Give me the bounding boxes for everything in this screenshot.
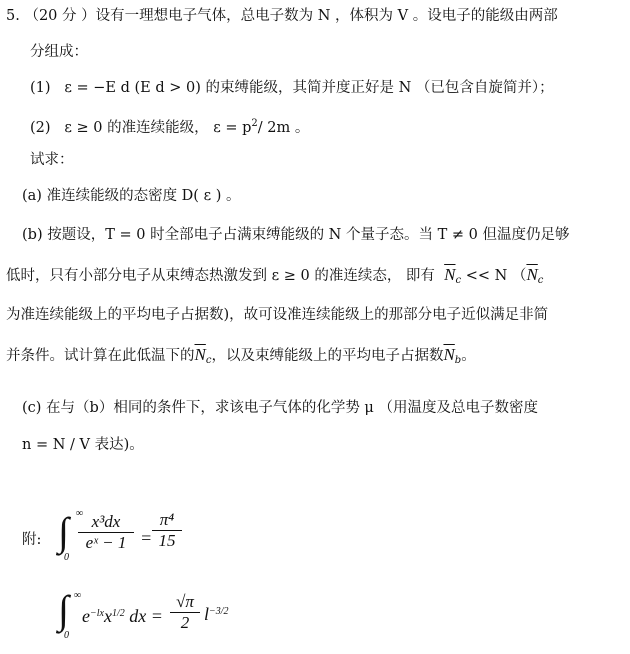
integral-2-l-exponent: −3/2	[209, 606, 229, 617]
part-a: (a) 准连续能级的态密度 D( ε ) 。	[22, 188, 241, 204]
integral-2-result	[170, 592, 200, 633]
problem-points: （20 分 ）	[24, 8, 96, 24]
level-1	[30, 78, 554, 98]
integral-2-x: x	[103, 606, 112, 626]
part-c-line1: (c) 在与（b）相同的条件下，求该电子气体的化学势 μ （用温度及总电子数密度	[22, 400, 538, 416]
integral-2-l-term	[204, 604, 229, 625]
level-2-text-a: ε ≥ 0 的准连续能级， ε = p	[64, 120, 252, 136]
integral-sign-1: ∫	[58, 509, 69, 554]
part-c-line2: n = N / V 表达)。	[22, 437, 144, 453]
integral-1-lower: 0	[64, 552, 69, 563]
tasks-title: 试求：	[30, 152, 74, 168]
integral-2-exponent: −lx	[90, 608, 104, 619]
integral-sign-2: ∫	[58, 587, 69, 632]
integral-2-result-numerator: √π	[170, 592, 200, 613]
symbol-subscript-c-2: c	[537, 275, 544, 286]
symbol-subscript-b: b	[454, 355, 462, 366]
integral-2-result-denominator: 2	[180, 613, 190, 632]
integral-1-equals: =	[140, 528, 153, 548]
part-b-relation: << N （	[465, 268, 527, 284]
level-1-label: (1)	[30, 80, 51, 96]
part-b-line2-text: 低时，只有小部分电子从束缚态热激发到 ε ≥ 0 的准连续态， 即有	[6, 268, 435, 284]
integral-2-e: e	[82, 606, 90, 626]
symbol-n-bar-c-3: $\overline{N}$	[194, 345, 206, 364]
problem-number: 5.	[6, 8, 20, 24]
level-2-label: (2)	[30, 120, 51, 136]
integral-1-denominator: eˣ − 1	[85, 533, 127, 552]
symbol-subscript-c: c	[455, 275, 462, 286]
integral-1-upper: ∞	[76, 508, 84, 519]
appendix-label: 附:	[22, 532, 42, 548]
part-b-line2	[6, 265, 543, 291]
integral-2-l: l	[204, 604, 210, 624]
problem-intro-line1: 设有一理想电子气体，总电子数为 N ，体积为 V 。设电子的能级由两部	[95, 8, 558, 24]
integral-2-x-exponent: 1/2	[111, 608, 125, 619]
integral-2-upper: ∞	[74, 590, 82, 601]
problem-intro-line2: 分组成：	[30, 44, 88, 60]
symbol-n-bar-c: $\overline{N}$	[444, 265, 456, 284]
part-b-line4-text-b: ，以及束缚能级上的平均电子占据数	[211, 348, 444, 364]
integral-1-fraction	[78, 512, 134, 553]
level-2-text-b: / 2m 。	[257, 120, 310, 136]
problem-header	[6, 6, 558, 26]
level-2-exponent: 2	[251, 118, 258, 129]
integral-1-result-denominator: 15	[158, 531, 176, 550]
integral-2-integrand	[82, 606, 163, 627]
part-b-line4-text-a: 并条件。试计算在此低温下的	[6, 348, 195, 364]
level-1-text: ε = −E d (E d > 0) 的束缚能级，其简并度正好是 N （已包含自旋简并）；	[64, 80, 554, 96]
level-2	[30, 114, 309, 138]
integral-2-lower: 0	[64, 630, 69, 641]
integral-1-result-numerator: π⁴	[152, 510, 182, 531]
part-b-line4	[6, 345, 476, 371]
part-b-line1: (b) 按题设，T = 0 时全部电子占满束缚能级的 N 个量子态。当 T ≠ 0 但温度仍足够	[22, 227, 570, 243]
integral-1-numerator: x³dx	[78, 512, 134, 533]
integral-1-result	[152, 510, 182, 551]
symbol-n-bar-c-2: $\overline{N}$	[526, 265, 538, 284]
integral-2-dx: dx =	[129, 606, 163, 626]
part-b-line3: 为准连续能级上的平均电子占据数)，故可设准连续能级上的那部分电子近似满足非简	[6, 307, 549, 323]
symbol-subscript-c-3: c	[205, 355, 212, 366]
symbol-n-bar-b: $\overline{N}$	[443, 345, 455, 364]
part-b-line4-text-c: 。	[461, 348, 476, 364]
